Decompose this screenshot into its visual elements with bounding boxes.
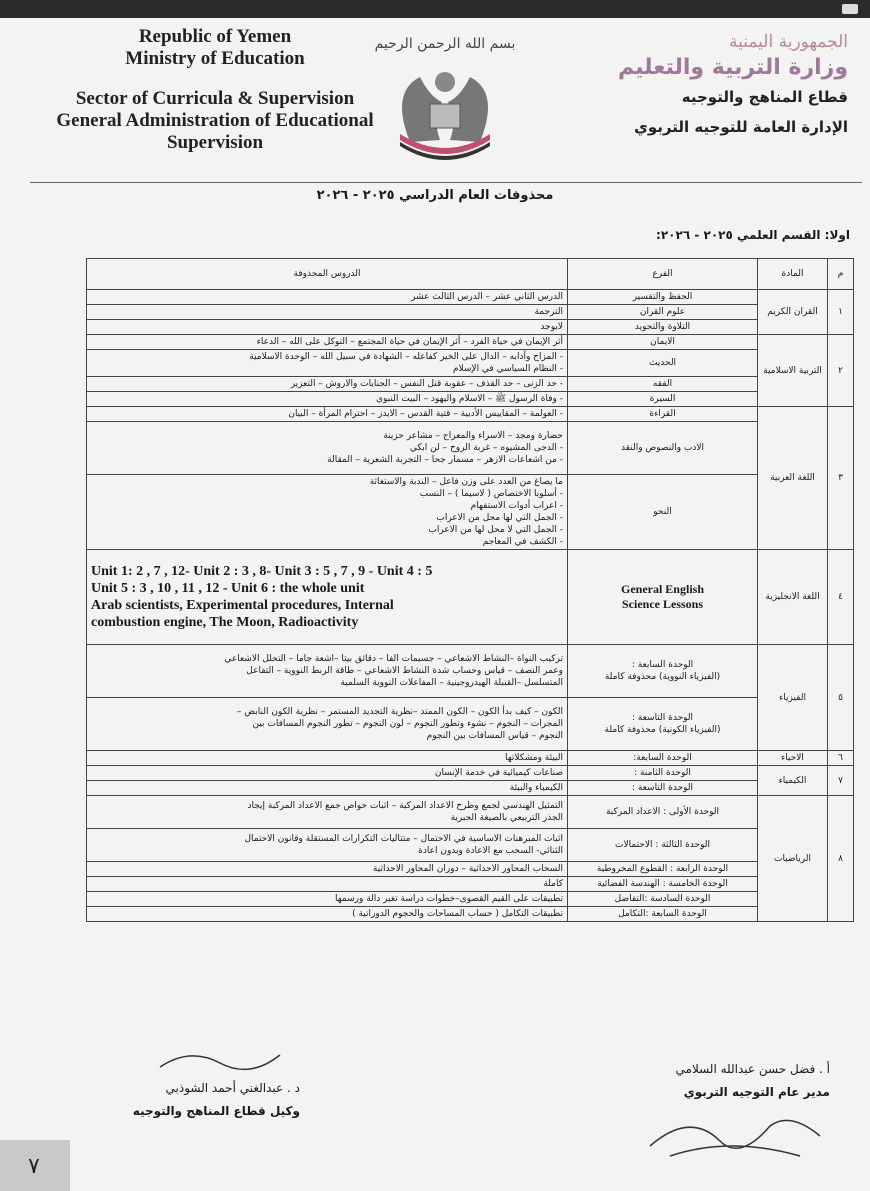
photo-top-edge <box>0 0 870 18</box>
branch-cell: النحو <box>568 475 758 550</box>
lesson-line: اثبات المبرهنات الاساسية في الاحتمال – متتاليات التكرارات المستقلة وقانون الاحتمال <box>244 834 563 844</box>
lesson-line: وعمر النصف – قياس وحساب شدة النشاط الاشعاعي – طاقة الربط النووية – التفاعل <box>246 666 563 676</box>
lessons-cell <box>87 645 568 698</box>
table-row <box>87 907 854 922</box>
row-number: ٣ <box>828 407 854 550</box>
lesson-line: تركيب النواة –النشاط الاشعاعي – جسيمات الفا – دقائق بيتا –اشعة جاما – التحلل الاشعاعي <box>224 654 563 664</box>
branch-cell: الوحدة الثالثة : الاحتمالات <box>568 829 758 862</box>
subject-cell: اللغة العربية <box>758 407 828 550</box>
table-row <box>87 320 854 335</box>
signatory-role: وكيل قطاع المناهج والتوجيه <box>132 1104 300 1118</box>
header-subject: المادة <box>758 259 828 290</box>
lessons-cell <box>87 892 568 907</box>
table-row <box>87 550 854 645</box>
lesson-line: - الجمل التي لها محل من الاعراب <box>436 513 563 523</box>
branch-line: General English <box>620 582 704 596</box>
lessons-cell <box>87 550 568 645</box>
lesson-line: الثنائي- السحب مع الاعادة وبدون اعادة <box>418 846 563 856</box>
letterhead-line: Sector of Curricula & Supervision <box>75 88 355 109</box>
lesson-line: - حد الزنى – حد القذف – عقوبة قتل النفس – الجنايات والاروش – التعزير <box>290 379 563 389</box>
table-row <box>87 407 854 422</box>
lesson-line: التمثيل الهندسي لجمع وطرح الاعداد المركبة – اثبات خواص جمع الاعداد المركبة إيجاد <box>247 801 563 811</box>
branch-line: الوحدة السابعة : <box>631 660 694 670</box>
letterhead-sector: قطاع المناهج والتوجيه <box>681 88 848 106</box>
header-divider <box>30 182 862 183</box>
lessons-cell <box>87 377 568 392</box>
letterhead-line: General Administration of Educational <box>56 110 374 131</box>
branch-cell <box>568 698 758 751</box>
section-title: اولا: القسم العلمي ٢٠٢٥ - ٢٠٢٦: <box>656 228 850 242</box>
lesson-line: Arab scientists, Experimental procedures, Internal <box>91 598 394 613</box>
lessons-cell <box>87 350 568 377</box>
table-row <box>87 796 854 829</box>
lesson-line: ما يصاغ من العدد على وزن فاعل – الندبة والاستغاثة <box>369 477 563 487</box>
yemen-eagle-emblem <box>370 22 520 172</box>
table-row <box>87 350 854 377</box>
letterhead-line: Republic of Yemen <box>138 26 292 47</box>
subject-cell: الكيمياء <box>758 766 828 796</box>
table-row <box>87 781 854 796</box>
subject-cell: الاحياء <box>758 751 828 766</box>
handwritten-signature <box>630 1106 830 1166</box>
header-branch: الفرع <box>568 259 758 290</box>
signature-block-right <box>600 1060 830 1170</box>
page-corner-tab <box>0 1140 70 1191</box>
table-row <box>87 305 854 320</box>
lesson-line: - الكشف في المعاجم <box>482 537 563 547</box>
row-number: ٨ <box>828 796 854 922</box>
signature-block-left <box>90 1045 300 1125</box>
lessons-cell: صناعات كيميائية في خدمة الإنسان <box>87 766 568 781</box>
lesson-line: - من اشعاعات الازهر – مسمار جحا – التجربة الشعرية – المقالة <box>327 455 563 465</box>
lesson-line: - الجمل التي لا محل لها من الاعراب <box>428 525 563 535</box>
lessons-cell: الترجمة <box>87 305 568 320</box>
document-title: محذوفات العام الدراسي ٢٠٢٥ - ٢٠٢٦ <box>316 188 554 203</box>
lessons-cell <box>87 407 568 422</box>
branch-cell: الحفظ والتفسير <box>568 290 758 305</box>
letterhead-line: Supervision <box>166 132 264 153</box>
branch-cell: القراءة <box>568 407 758 422</box>
table-row <box>87 422 854 475</box>
lesson-line: تطبيقات على القيم القصوى–خطوات دراسة تغير دالة ورسمها <box>335 894 563 904</box>
signatory-name: أ . فضل حسن عبدالله السلامي <box>675 1062 830 1076</box>
branch-cell: الوحدة الخامسة : الهندسة الفضائية <box>568 877 758 892</box>
branch-line: الوحدة التاسعة : <box>631 713 694 723</box>
subject-cell: الرياضيات <box>758 796 828 922</box>
lesson-line: - اعراب أدوات الاستفهام <box>470 501 563 511</box>
lessons-cell <box>87 475 568 550</box>
branch-cell: الايمان <box>568 335 758 350</box>
branch-cell: الادب والنصوص والنقد <box>568 422 758 475</box>
header-lessons: الدروس المحذوفة <box>87 259 568 290</box>
row-number: ٤ <box>828 550 854 645</box>
lesson-line: المتسلسل –القنبلة الهيدروجينية – المفاعلات النووية السلمية <box>340 678 563 688</box>
subject-cell: الفيزياء <box>758 645 828 751</box>
branch-cell <box>568 645 758 698</box>
branch-cell: الفقه <box>568 377 758 392</box>
branch-cell: الوحدة التاسعة : <box>568 781 758 796</box>
lesson-line: حضارة ومجد – الاسراء والمعراج – مشاعر حزينة <box>383 431 563 441</box>
lesson-line: - العولمة – المقاييس الأدبية – قتية القدس – الايدز – احترام المرأة – البيان <box>288 409 563 419</box>
lessons-cell: الدرس الثاني عشر – الدرس الثالث عشر <box>87 290 568 305</box>
row-number: ١ <box>828 290 854 335</box>
deleted-lessons-table <box>86 258 854 922</box>
lesson-line: - الدجى المشيوه – غربة الروح – لن ابكي <box>409 443 563 453</box>
lesson-line: الجذر التربيعي بالصيغة الجبرية <box>450 813 563 823</box>
table-row <box>87 377 854 392</box>
lessons-cell <box>87 862 568 877</box>
subject-cell: القران الكريم <box>758 290 828 335</box>
branch-cell: السيرة <box>568 392 758 407</box>
branch-cell: الوحدة الأولى : الاعداد المركبة <box>568 796 758 829</box>
arabic-letterhead <box>578 30 848 142</box>
row-number: ٢ <box>828 335 854 407</box>
branch-cell: الوحدة السابعة: <box>568 751 758 766</box>
signatory-name: د . عبدالغني أحمد الشوذبي <box>165 1081 300 1095</box>
lessons-cell: الكيمياء والبيئة <box>87 781 568 796</box>
lesson-line: - أسلوبا الاختصاص ( لاسيما ) – النسب <box>419 489 563 499</box>
table-row <box>87 392 854 407</box>
letterhead-line: Ministry of Education <box>125 48 305 69</box>
table-row <box>87 751 854 766</box>
table-row <box>87 475 854 550</box>
lesson-line: كاملة <box>543 879 563 889</box>
table-header-row <box>87 259 854 290</box>
branch-cell: الوحدة السادسة :التفاضل <box>568 892 758 907</box>
lesson-line: المجرات – النجوم – نشوء وتطور النجوم – لون النجوم – تطور النجوم المسافات بين <box>252 719 563 729</box>
table-row <box>87 829 854 862</box>
branch-cell <box>568 550 758 645</box>
header-num: م <box>828 259 854 290</box>
lessons-cell <box>87 392 568 407</box>
lesson-line: - وفاة الرسول ﷺ – الاسلام واليهود – البيت النبوي <box>375 394 563 404</box>
row-number: ٧ <box>828 766 854 796</box>
lesson-line: - النظام السياسي في الإسلام <box>452 364 563 374</box>
branch-cell: الحديث <box>568 350 758 377</box>
table-row <box>87 766 854 781</box>
letterhead-country: الجمهورية اليمنية <box>728 32 848 52</box>
lesson-line: تطبيقات التكامل ( حساب المساحات والحجوم الدورانية ) <box>352 909 563 919</box>
lessons-cell <box>87 796 568 829</box>
branch-line: (الفيزياء الكونية) محذوفة كاملة <box>604 725 721 735</box>
branch-cell: علوم القران <box>568 305 758 320</box>
lessons-cell <box>87 877 568 892</box>
lessons-cell: لايوجد <box>87 320 568 335</box>
lessons-cell <box>87 422 568 475</box>
lessons-cell <box>87 335 568 350</box>
branch-line: Science Lessons <box>622 597 703 611</box>
basmala-text: بسم الله الرحمن الرحيم <box>374 36 516 52</box>
row-number: ٥ <box>828 645 854 751</box>
subject-cell: اللغة الانجليزية <box>758 550 828 645</box>
letterhead-ministry: وزارة التربية والتعليم <box>618 55 848 80</box>
page-number: ٧ <box>28 1154 40 1179</box>
table-row <box>87 290 854 305</box>
lesson-line: - المزاح وآدابه – الدال على الخير كفاعله – الشهادة في سبيل الله – الوحدة الاسلامية <box>249 352 563 362</box>
table-row <box>87 877 854 892</box>
table-row <box>87 892 854 907</box>
branch-line: (الفيزياء النووية) محذوفة كاملة <box>604 672 721 682</box>
row-number: ٦ <box>828 751 854 766</box>
lesson-line: السحاب المحاور الاحداثية – دوران المحاور الاحداثية <box>372 864 563 874</box>
table-row <box>87 645 854 698</box>
subject-cell: التربية الاسلامية <box>758 335 828 407</box>
branch-cell: الوحدة الرابعة : القطوع المخروطية <box>568 862 758 877</box>
branch-cell: التلاوة والتجويد <box>568 320 758 335</box>
letterhead-admin: الإدارة العامة للتوجيه التربوي <box>634 118 848 136</box>
lessons-cell: البيئة ومشكلاتها <box>87 751 568 766</box>
lessons-cell <box>87 829 568 862</box>
table-row <box>87 698 854 751</box>
lesson-line: Unit 1: 2 , 7 , 12- Unit 2 : 3 , 8- Unit 3 : 5 , 7 , 9 - Unit 4 : 5 <box>91 564 433 579</box>
handwritten-signature <box>150 1045 300 1075</box>
lesson-line: النجوم – قياس المسافات بين النجوم <box>426 731 563 741</box>
branch-cell: الوحدة الثامنة : <box>568 766 758 781</box>
branch-cell: الوحدة السابعة :التكامل <box>568 907 758 922</box>
english-letterhead <box>30 26 400 154</box>
lesson-line: الكون – كيف بدأ الكون – الكون الممتد –نظرية التجديد المستمر – نظرية الكون النابض – <box>236 707 563 717</box>
lesson-line: أثر الإيمان في حياة الفرد – أثر الإيمان في حياة المجتمع – التوكل على الله – الدعاء <box>256 337 563 347</box>
table-row <box>87 862 854 877</box>
table-row <box>87 335 854 350</box>
lessons-cell <box>87 907 568 922</box>
lesson-line: Unit 5 : 3 , 10 , 11 , 12 - Unit 6 : the whole unit <box>91 581 365 596</box>
signatory-role: مدير عام التوجيه التربوي <box>683 1085 830 1099</box>
lesson-line: combustion engine, The Moon, Radioactivity <box>91 615 359 630</box>
lessons-cell <box>87 698 568 751</box>
